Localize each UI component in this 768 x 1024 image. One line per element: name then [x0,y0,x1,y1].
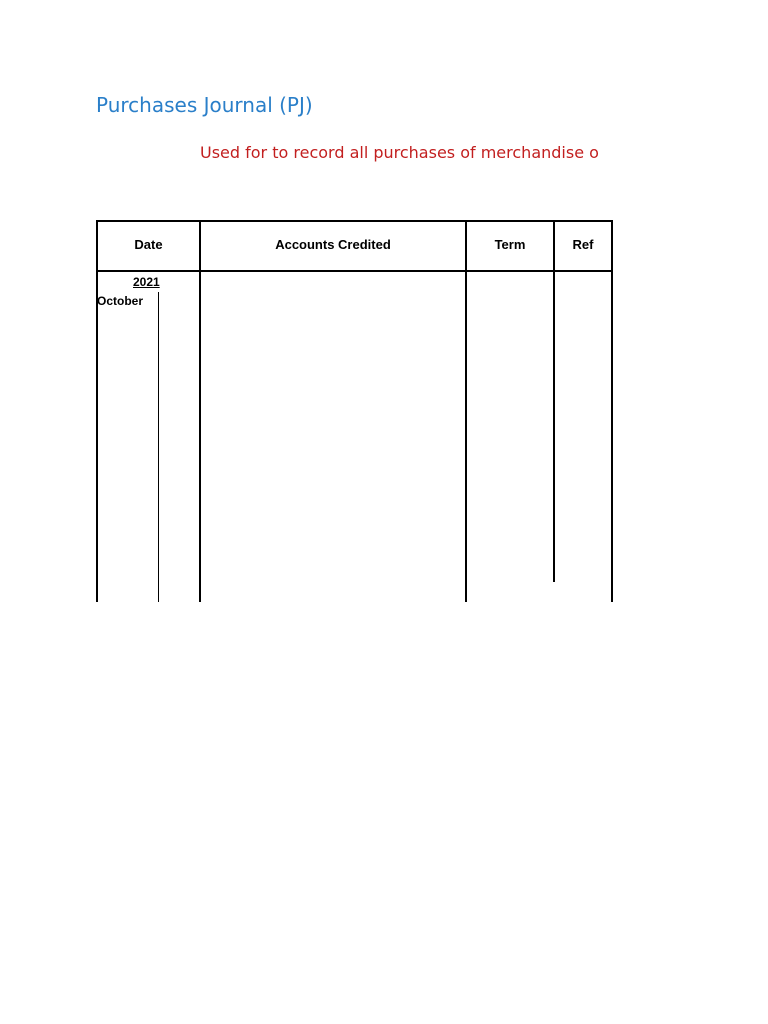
journal-month: October [97,294,144,308]
day-column-divider [158,292,159,602]
page-title: Purchases Journal (PJ) [96,93,313,117]
column-header-date: Date [134,237,163,252]
journal-year: 2021 [133,275,160,289]
column-header-accounts-credited: Accounts Credited [275,237,391,252]
term-column-divider [553,220,555,582]
table-right-border [611,220,613,602]
table-left-border [96,220,98,602]
table-top-border [96,220,613,222]
date-column-divider [199,220,201,602]
table-header-bottom-border [96,270,613,272]
column-header-ref: Ref [572,237,594,252]
column-header-term: Term [494,237,526,252]
page-subtitle: Used for to record all purchases of merchandise o [200,143,599,162]
accounts-column-divider [465,220,467,602]
